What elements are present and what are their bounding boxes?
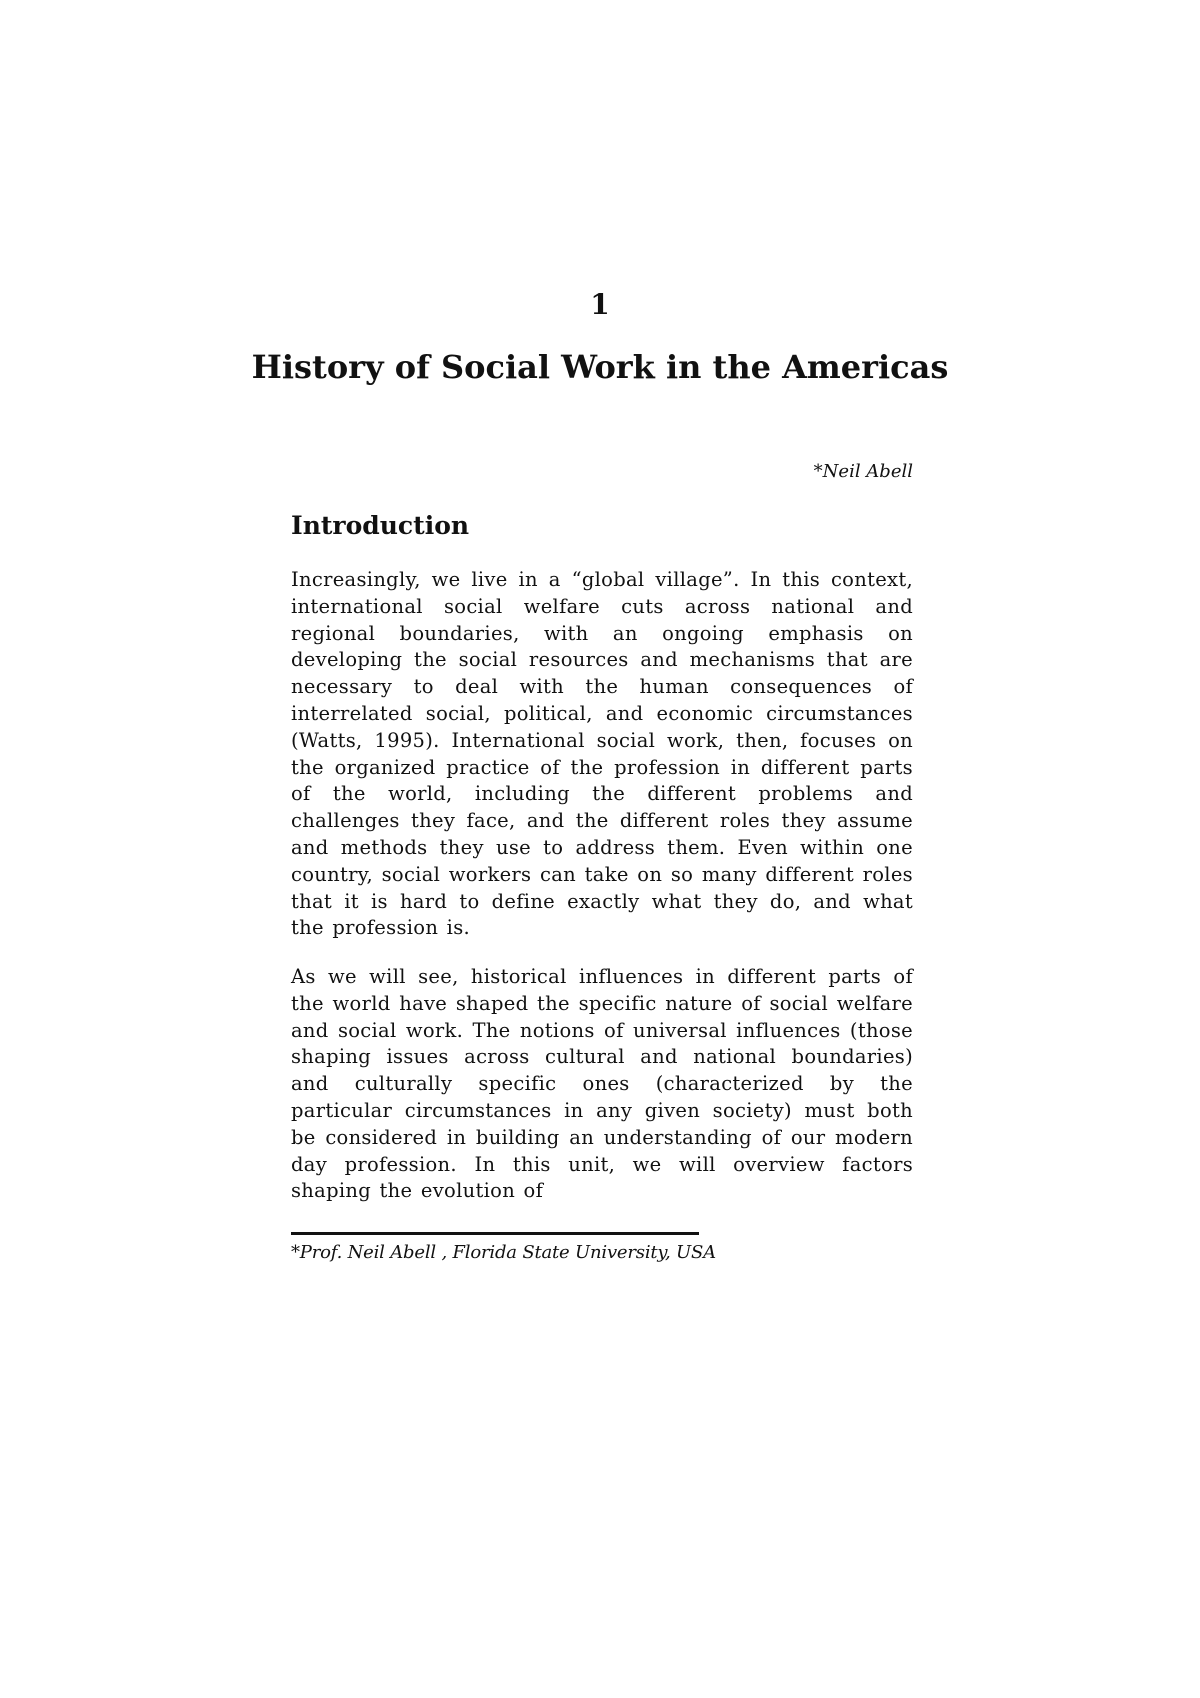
body-paragraph-2: As we will see, historical influences in different parts of the world have shaped the specific nature of social welfare and social work. The notions of universal influences (those shaping issues across cultural and national boundaries) and culturally specific ones (characterized by the particular circumstances in any given society) must both be considered in building an understanding of our modern day profession. In this unit, we will overview factors shaping the evolution of — [291, 965, 913, 1203]
footnote-divider — [291, 1232, 699, 1235]
author-byline: *Neil Abell — [813, 461, 913, 482]
section-heading-introduction: Introduction — [291, 511, 470, 540]
chapter-number: 1 — [590, 288, 610, 321]
chapter-title: History of Social Work in the Americas — [251, 348, 949, 386]
body-paragraph-1: Increasingly, we live in a “global village”. In this context, international social welfare cuts across national and regional boundaries, with an ongoing emphasis on developing the social resources and mechanisms that are necessary to deal with the human consequences of interrelated social, political, and economic circumstances (Watts, 1995). International social work, then, focuses on the organized practice of the profession in different parts of the world, including the different problems and challenges they face, and the different roles they assume and methods they use to address them. Even within one country, social workers can take on so many different roles that it is hard to define exactly what they do, and what the profession is. — [291, 568, 913, 940]
author-footnote: *Prof. Neil Abell , Florida State University, USA — [291, 1242, 716, 1263]
